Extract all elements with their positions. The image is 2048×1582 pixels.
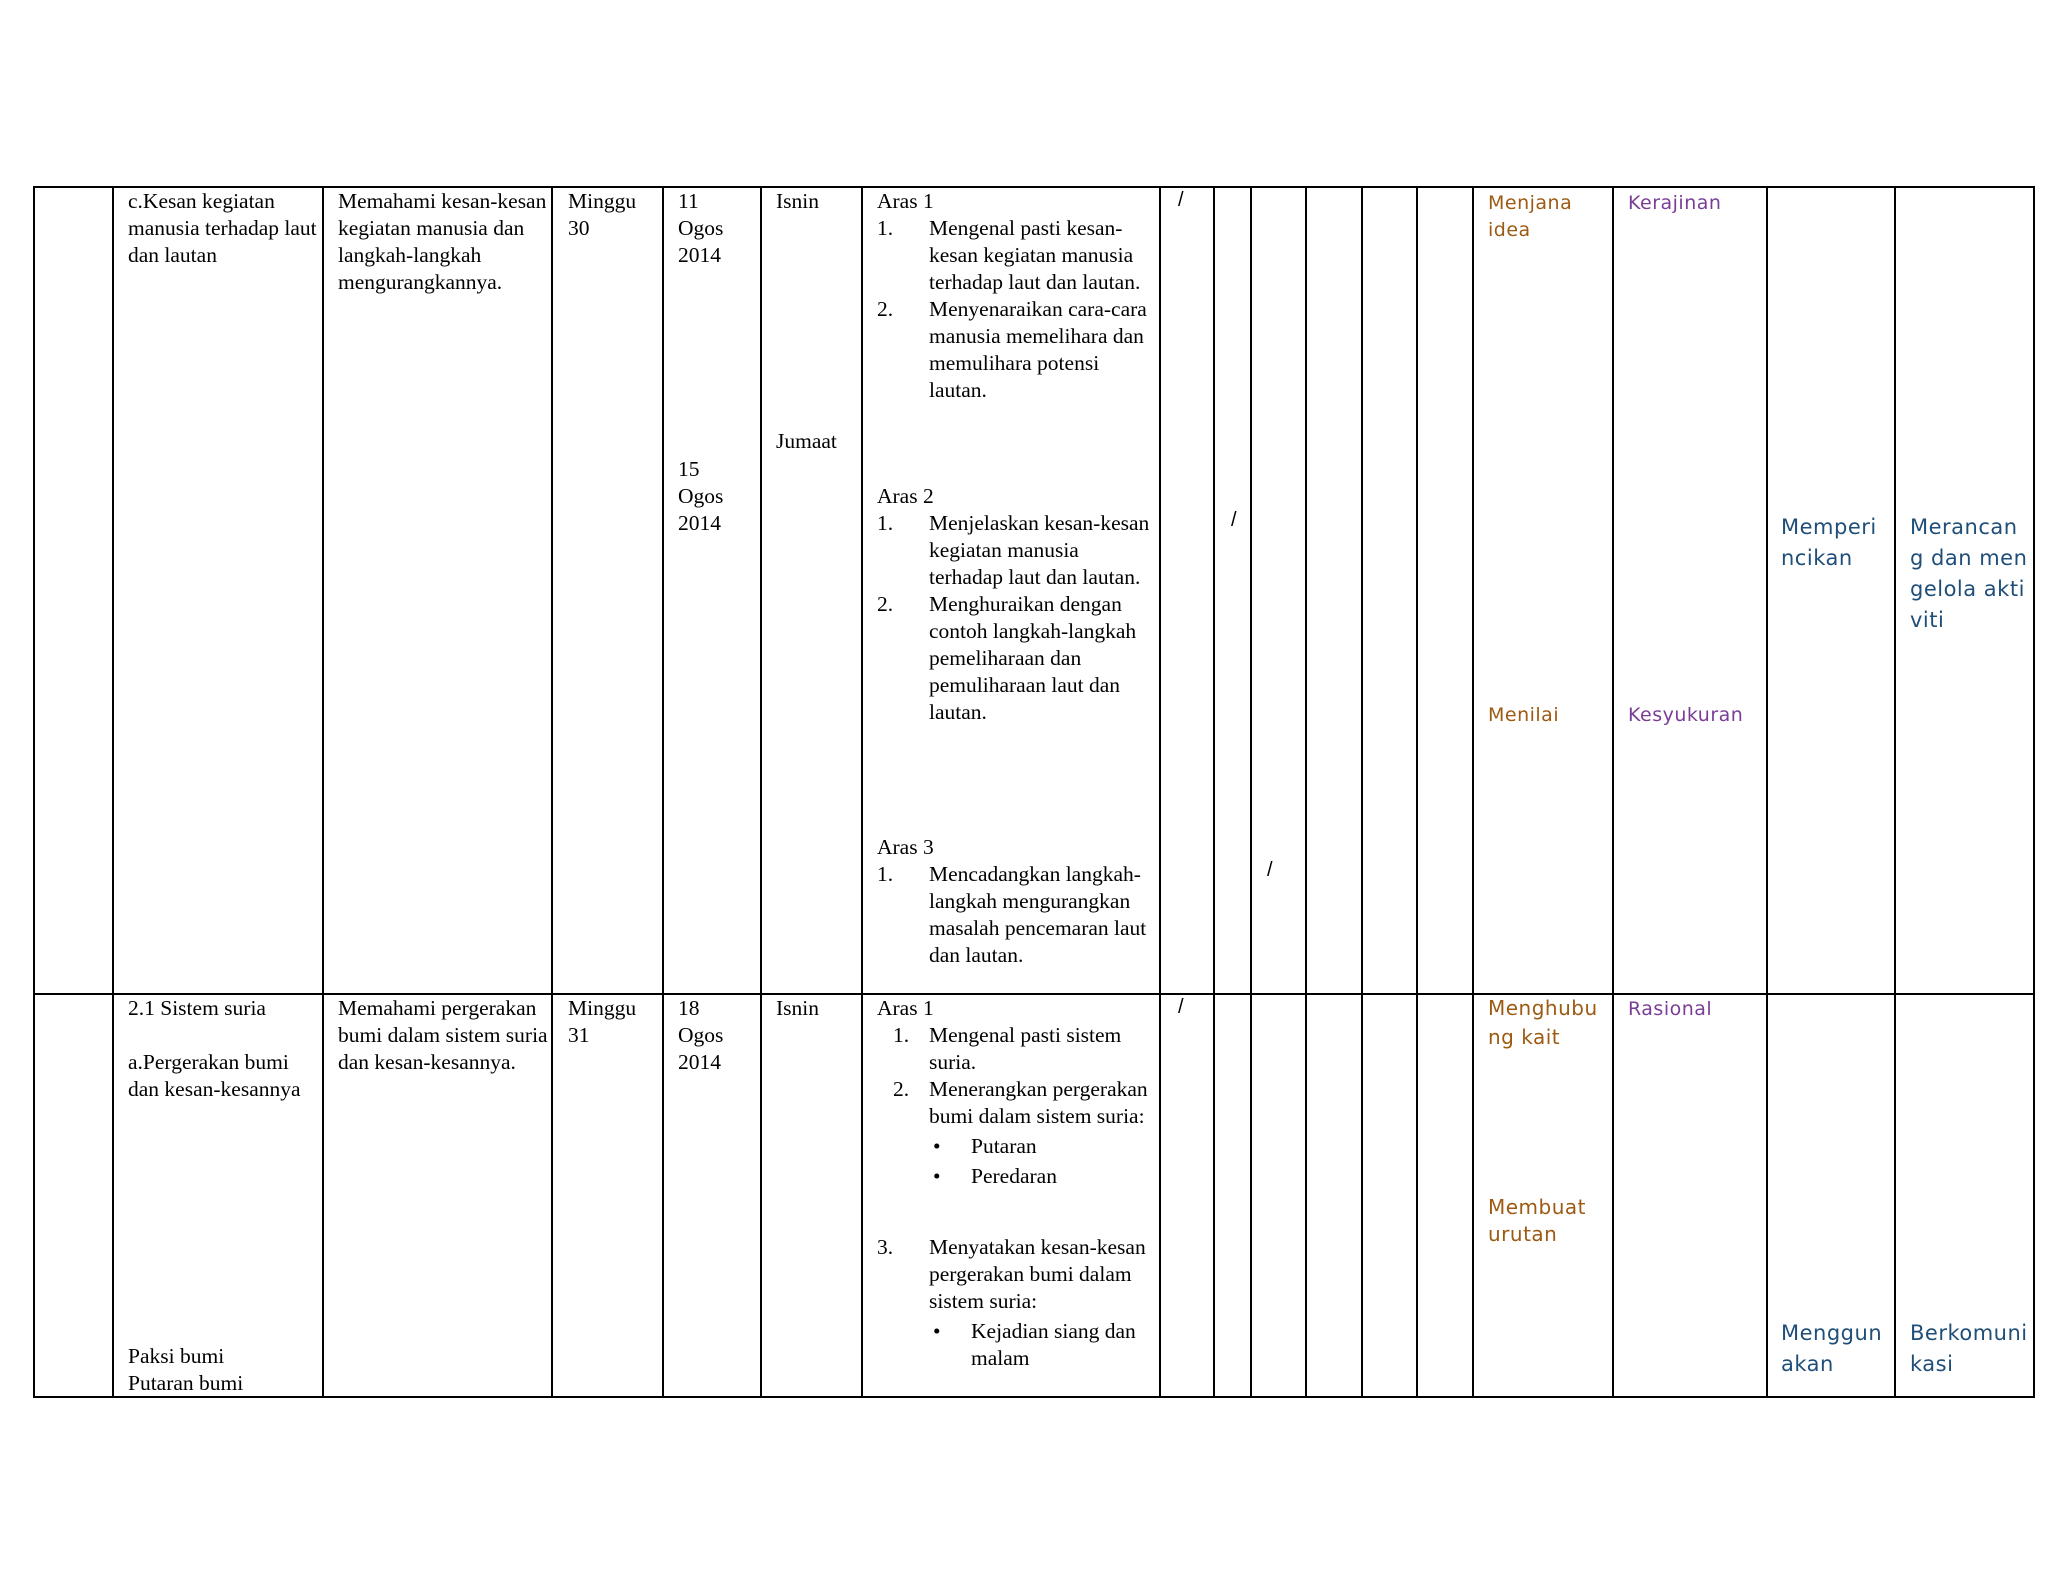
topic-title: 2.1 Sistem suria xyxy=(128,996,266,1020)
list-number: 2. xyxy=(893,1077,910,1101)
list-text: Menjelaskan kesan-kesan kegiatan manusia terhadap laut dan lautan. xyxy=(929,511,1150,589)
bullet-item xyxy=(929,1133,1157,1160)
value-text: Kerajinan xyxy=(1628,192,1722,214)
generic-skill-cell xyxy=(1910,1318,2028,1380)
bullet-item xyxy=(929,1163,1157,1190)
date-cell xyxy=(678,456,738,537)
level-1-mark: / xyxy=(1178,189,1184,211)
list-item xyxy=(893,1022,1157,1076)
list-text: Menyenaraikan cara-cara manusia memelihara dan memulihara potensi lautan. xyxy=(929,297,1147,402)
bullet-icon: • xyxy=(933,1164,941,1188)
level-1-block-cont xyxy=(877,1234,1157,1372)
list-text: Mengenal pasti kesan-kesan kegiatan manusia terhadap laut dan lautan. xyxy=(929,216,1141,294)
topic-cell xyxy=(128,188,318,269)
date-cell xyxy=(678,188,738,269)
level-title: Aras 2 xyxy=(877,484,934,508)
bullet-text: Peredaran xyxy=(971,1164,1057,1188)
list-text: Menyatakan kesan-kesan pergerakan bumi dalam sistem suria: xyxy=(929,1235,1146,1313)
level-title: Aras 1 xyxy=(877,996,934,1020)
bullet-item xyxy=(929,1318,1157,1372)
generic-skill-cell xyxy=(1781,1318,1885,1380)
value-cell xyxy=(1628,996,1763,1023)
value-text: Rasional xyxy=(1628,998,1713,1020)
list-item xyxy=(877,1234,1157,1372)
day-cell xyxy=(776,188,856,215)
thinking-skill-text: Membuat urutan xyxy=(1488,1195,1587,1246)
day-cell xyxy=(776,995,856,1022)
bullet-icon: • xyxy=(933,1319,941,1343)
generic-skill-cell xyxy=(1910,512,2028,636)
level-2-mark: / xyxy=(1231,509,1237,531)
list-item xyxy=(893,1076,1157,1190)
day-text: Isnin xyxy=(776,189,819,213)
day-text: Isnin xyxy=(776,996,819,1020)
date-text: 18 Ogos 2014 xyxy=(678,996,724,1074)
list-text: Menerangkan pergerakan bumi dalam sistem suria: xyxy=(929,1077,1148,1128)
list-item xyxy=(877,591,1152,726)
thinking-skill-cell xyxy=(1488,702,1608,729)
bullet-text: Putaran xyxy=(971,1134,1037,1158)
topic-cell xyxy=(128,995,318,1022)
topic-subtitle: a.Pergerakan bumi dan kesan-kesannya xyxy=(128,1050,301,1101)
level-2-block xyxy=(877,483,1152,726)
objective-text: Memahami kesan-kesan kegiatan manusia dan langkah-langkah mengurangkannya. xyxy=(338,189,547,294)
list-number: 1. xyxy=(877,511,894,535)
list-text: Menghuraikan dengan contoh langkah-langkah pemeliharaan dan pemuliharaan laut dan lautan. xyxy=(929,592,1137,724)
generic-skill-text: Memperincikan xyxy=(1781,515,1877,570)
day-cell xyxy=(776,428,856,455)
list-number: 1. xyxy=(877,862,894,886)
list-text: Mencadangkan langkah-langkah mengurangkan masalah pencemaran laut dan lautan. xyxy=(929,862,1147,967)
level-1-block xyxy=(877,995,1157,1190)
thinking-skill-cell xyxy=(1488,1194,1608,1248)
level-3-block xyxy=(877,834,1152,969)
generic-skill-text: Berkomunikasi xyxy=(1910,1321,2028,1376)
topic-subitem: Putaran bumi xyxy=(128,1371,244,1395)
list-text: Mengenal pasti sistem suria. xyxy=(929,1023,1122,1074)
list-number: 3. xyxy=(877,1235,894,1259)
topic-cell xyxy=(128,1343,318,1397)
generic-skill-text: Merancang dan mengelola aktiviti xyxy=(1910,515,2028,632)
date-text: 11 Ogos 2014 xyxy=(678,189,724,267)
level-3-mark: / xyxy=(1267,859,1273,881)
generic-skill-cell xyxy=(1781,512,1885,574)
date-text: 15 Ogos 2014 xyxy=(678,457,724,535)
week-cell xyxy=(568,995,658,1049)
objective-cell xyxy=(338,188,548,296)
topic-subitem: Paksi bumi xyxy=(128,1344,225,1368)
thinking-skill-text: Menghubung kait xyxy=(1488,996,1598,1049)
date-cell xyxy=(678,995,738,1076)
generic-skill-text: Menggunakan xyxy=(1781,1321,1883,1376)
level-1-block xyxy=(877,188,1152,404)
week-text: Minggu 30 xyxy=(568,189,637,240)
thinking-skill-cell xyxy=(1488,994,1608,1052)
list-number: 1. xyxy=(877,216,894,240)
objective-cell xyxy=(338,995,548,1076)
value-text: Kesyukuran xyxy=(1628,704,1744,726)
list-item xyxy=(877,510,1152,591)
week-text: Minggu 31 xyxy=(568,996,637,1047)
list-item xyxy=(877,215,1152,296)
day-text: Jumaat xyxy=(776,429,837,453)
thinking-skill-text: Menilai xyxy=(1488,704,1560,726)
list-number: 2. xyxy=(877,297,894,321)
list-item xyxy=(877,296,1152,404)
level-1-mark: / xyxy=(1178,996,1184,1018)
level-title: Aras 3 xyxy=(877,835,934,859)
list-number: 1. xyxy=(893,1023,910,1047)
week-cell xyxy=(568,188,658,242)
value-cell xyxy=(1628,190,1763,217)
objective-text: Memahami pergerakan bumi dalam sistem suria dan kesan-kesannya. xyxy=(338,996,548,1074)
topic-cell xyxy=(128,1049,318,1103)
topic-text: c.Kesan kegiatan manusia terhadap laut dan lautan xyxy=(128,189,317,267)
level-title: Aras 1 xyxy=(877,189,934,213)
list-item xyxy=(877,861,1152,969)
list-number: 2. xyxy=(877,592,894,616)
thinking-skill-text: Menjana idea xyxy=(1488,192,1573,241)
bullet-icon: • xyxy=(933,1134,941,1158)
value-cell xyxy=(1628,702,1763,729)
bullet-text: Kejadian siang dan malam xyxy=(971,1319,1136,1370)
thinking-skill-cell xyxy=(1488,190,1608,244)
